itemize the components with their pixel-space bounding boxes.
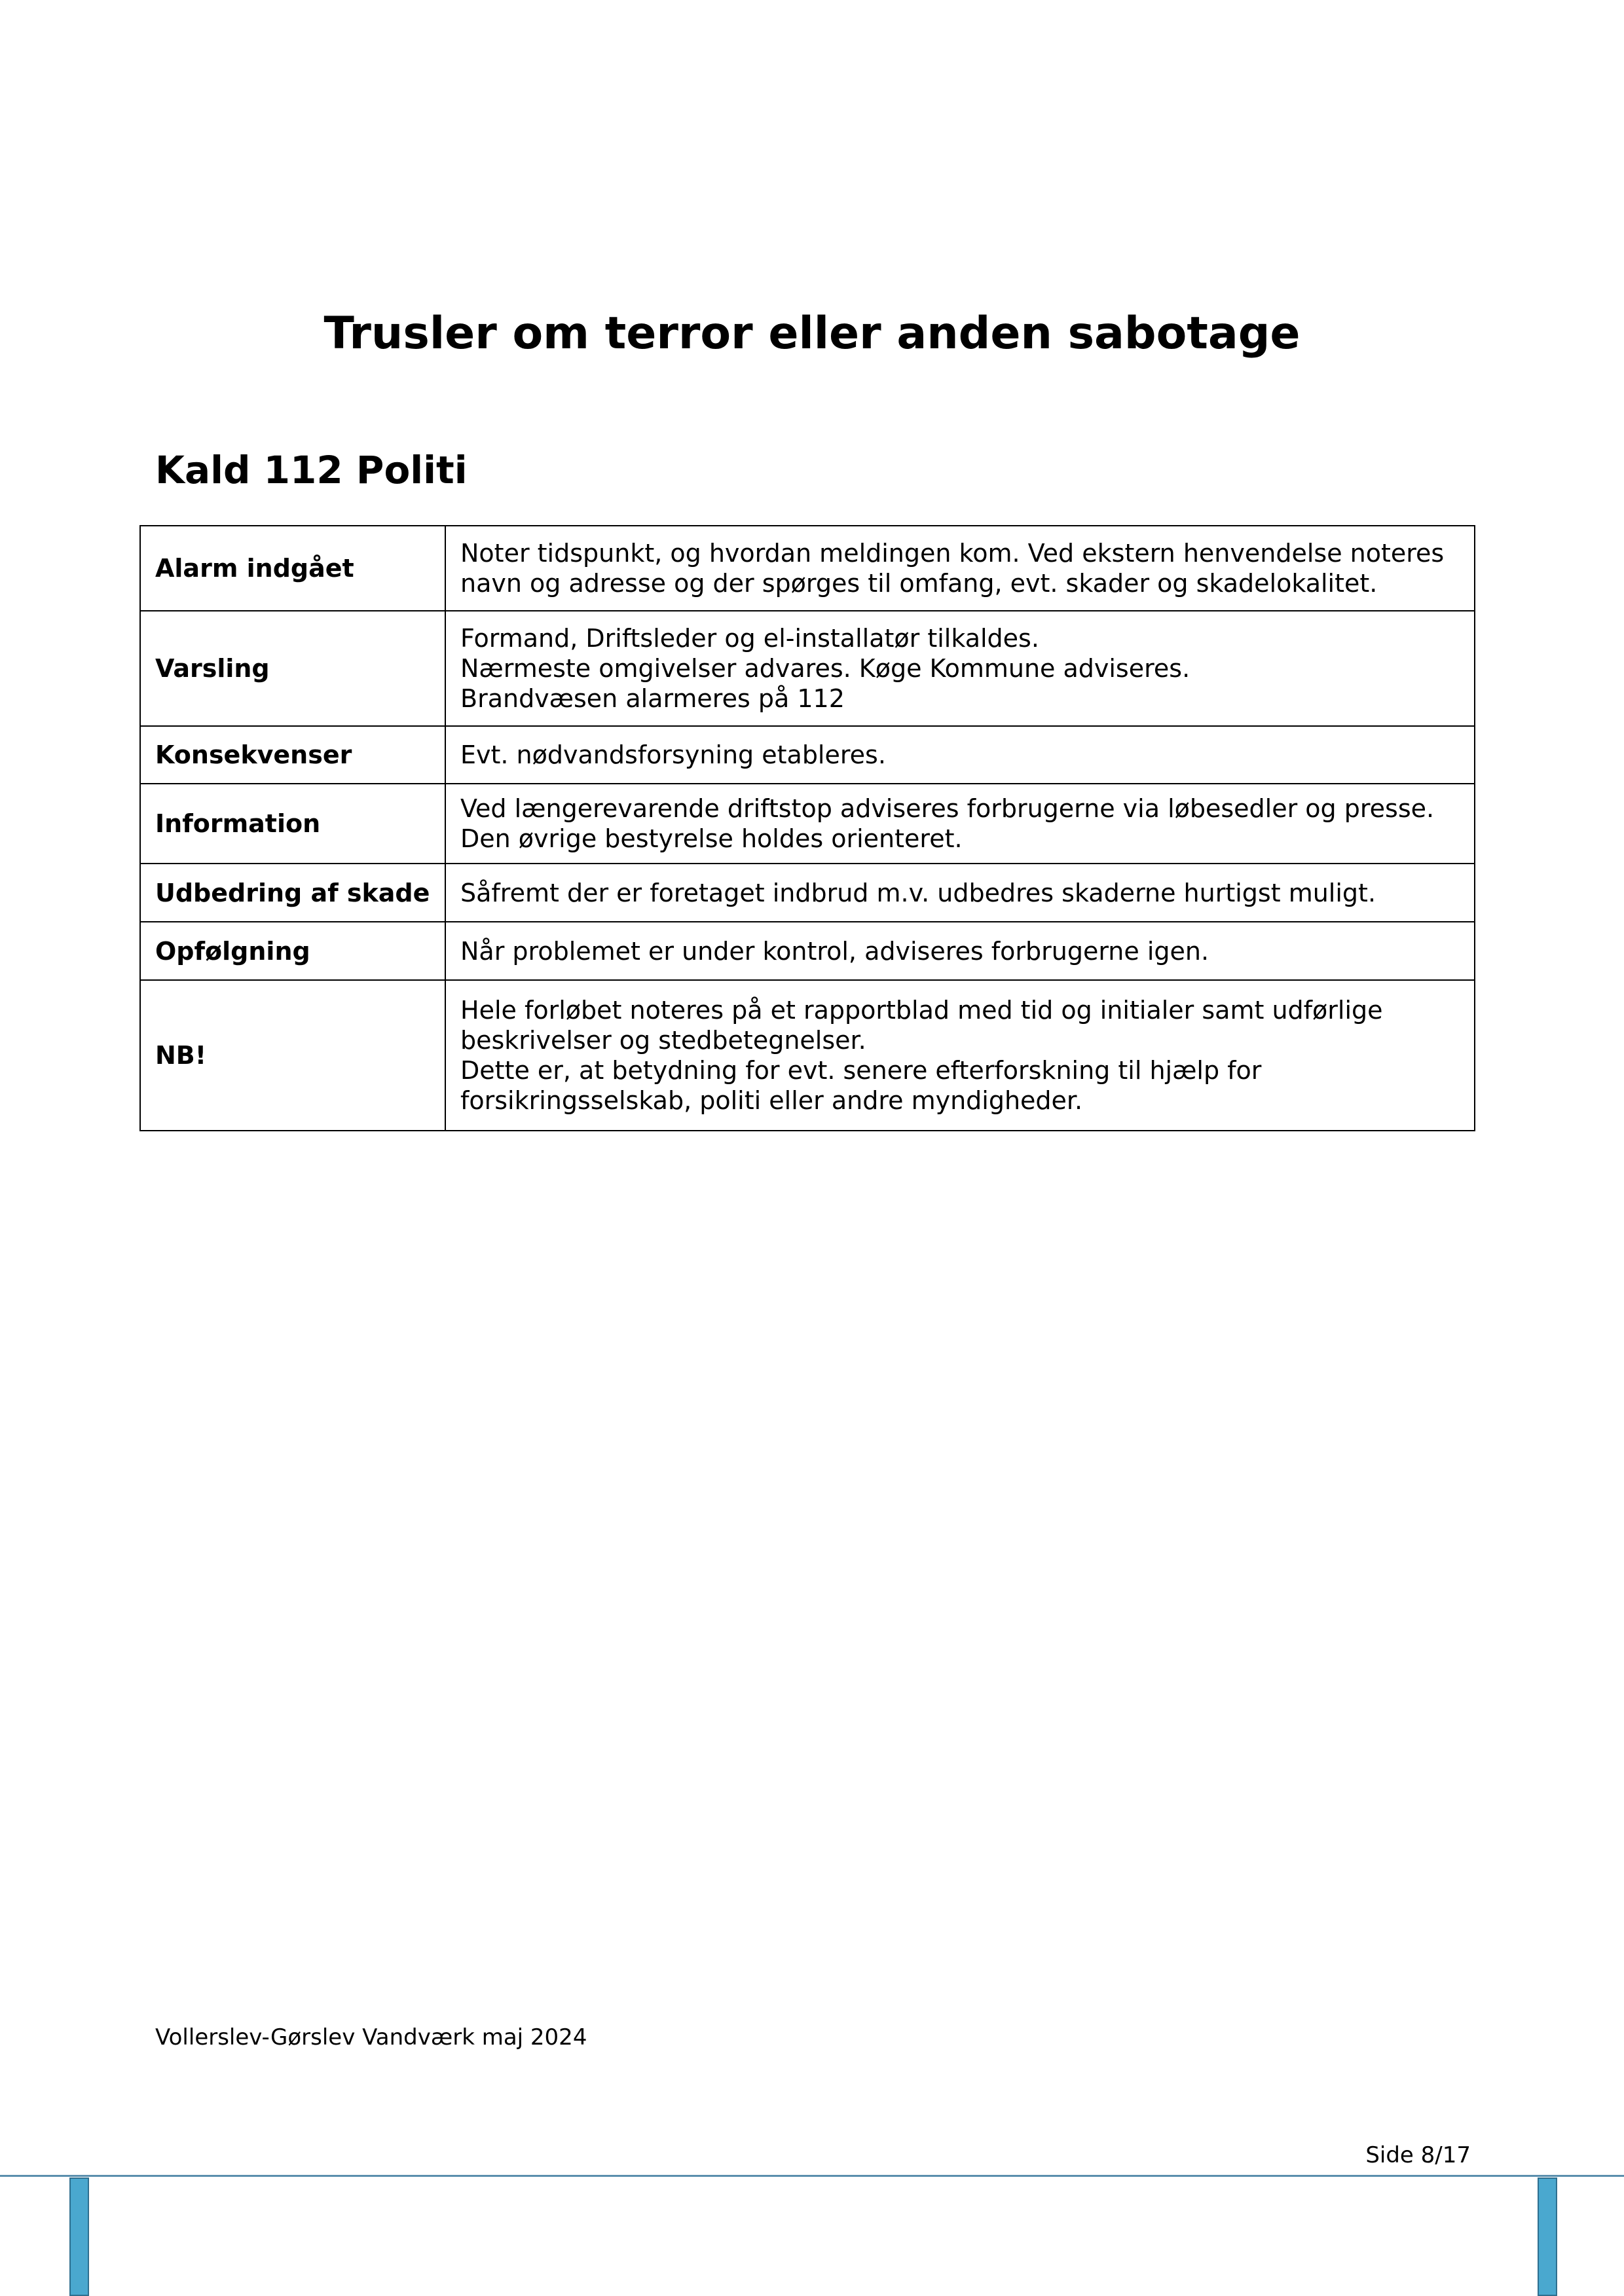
- table-row: [140, 611, 1475, 726]
- row-text-line: Nærmeste omgivelser advares. Køge Kommune adviseres.: [460, 654, 1190, 683]
- row-text-line: Noter tidspunkt, og hvordan meldingen kom. Ved ekstern henvendelse noteres: [460, 539, 1445, 568]
- row-text-line: Formand, Driftsleder og el-installatør tilkaldes.: [460, 624, 1039, 653]
- table-row: [140, 784, 1475, 864]
- row-text-line: Brandvæsen alarmeres på 112: [460, 684, 845, 713]
- table-row: [140, 922, 1475, 980]
- row-text-line: beskrivelser og stedbetegnelser.: [460, 1026, 866, 1055]
- row-label: Information: [140, 784, 445, 864]
- emergency-table: [139, 525, 1475, 1131]
- row-text-line: Evt. nødvandsforsyning etableres.: [460, 740, 886, 769]
- page-number: Side 8/17: [1365, 2142, 1471, 2168]
- row-label: NB!: [140, 980, 445, 1131]
- row-text: [445, 726, 1475, 784]
- section-heading: Kald 112 Politi: [155, 448, 468, 492]
- row-label: Konsekvenser: [140, 726, 445, 784]
- row-label: Alarm indgået: [140, 526, 445, 611]
- row-text-line: Såfremt der er foretaget indbrud m.v. udbedres skaderne hurtigst muligt.: [460, 878, 1376, 907]
- row-text: [445, 611, 1475, 726]
- row-text: [445, 864, 1475, 922]
- page-title: Trusler om terror eller anden sabotage: [323, 308, 1301, 359]
- row-text-line: Hele forløbet noteres på et rapportblad med tid og initialer samt udførlige: [460, 996, 1383, 1025]
- row-label: Varsling: [140, 611, 445, 726]
- row-text-line: Den øvrige bestyrelse holdes orienteret.: [460, 824, 963, 853]
- row-text: [445, 980, 1475, 1131]
- table-row: [140, 864, 1475, 922]
- footer-decoration-left: [69, 2178, 89, 2296]
- footer-decoration-right: [1538, 2178, 1557, 2296]
- row-text-line: forsikringsselskab, politi eller andre myndigheder.: [460, 1086, 1083, 1115]
- row-text-line: Dette er, at betydning for evt. senere efterforskning til hjælp for: [460, 1056, 1262, 1085]
- footer-organization: Vollerslev-Gørslev Vandværk maj 2024: [155, 2024, 587, 2050]
- row-text-line: Ved længerevarende driftstop adviseres forbrugerne via løbesedler og presse.: [460, 794, 1435, 823]
- table-row: [140, 726, 1475, 784]
- row-text-line: Når problemet er under kontrol, adviseres forbrugerne igen.: [460, 936, 1209, 966]
- row-text: [445, 784, 1475, 864]
- footer-divider: [0, 2175, 1624, 2177]
- table-row: [140, 980, 1475, 1131]
- row-text-line: navn og adresse og der spørges til omfang, evt. skader og skadelokalitet.: [460, 569, 1378, 598]
- row-text: [445, 526, 1475, 611]
- row-label: Udbedring af skade: [140, 864, 445, 922]
- row-label: Opfølgning: [140, 922, 445, 980]
- row-text: [445, 922, 1475, 980]
- table-row: [140, 526, 1475, 611]
